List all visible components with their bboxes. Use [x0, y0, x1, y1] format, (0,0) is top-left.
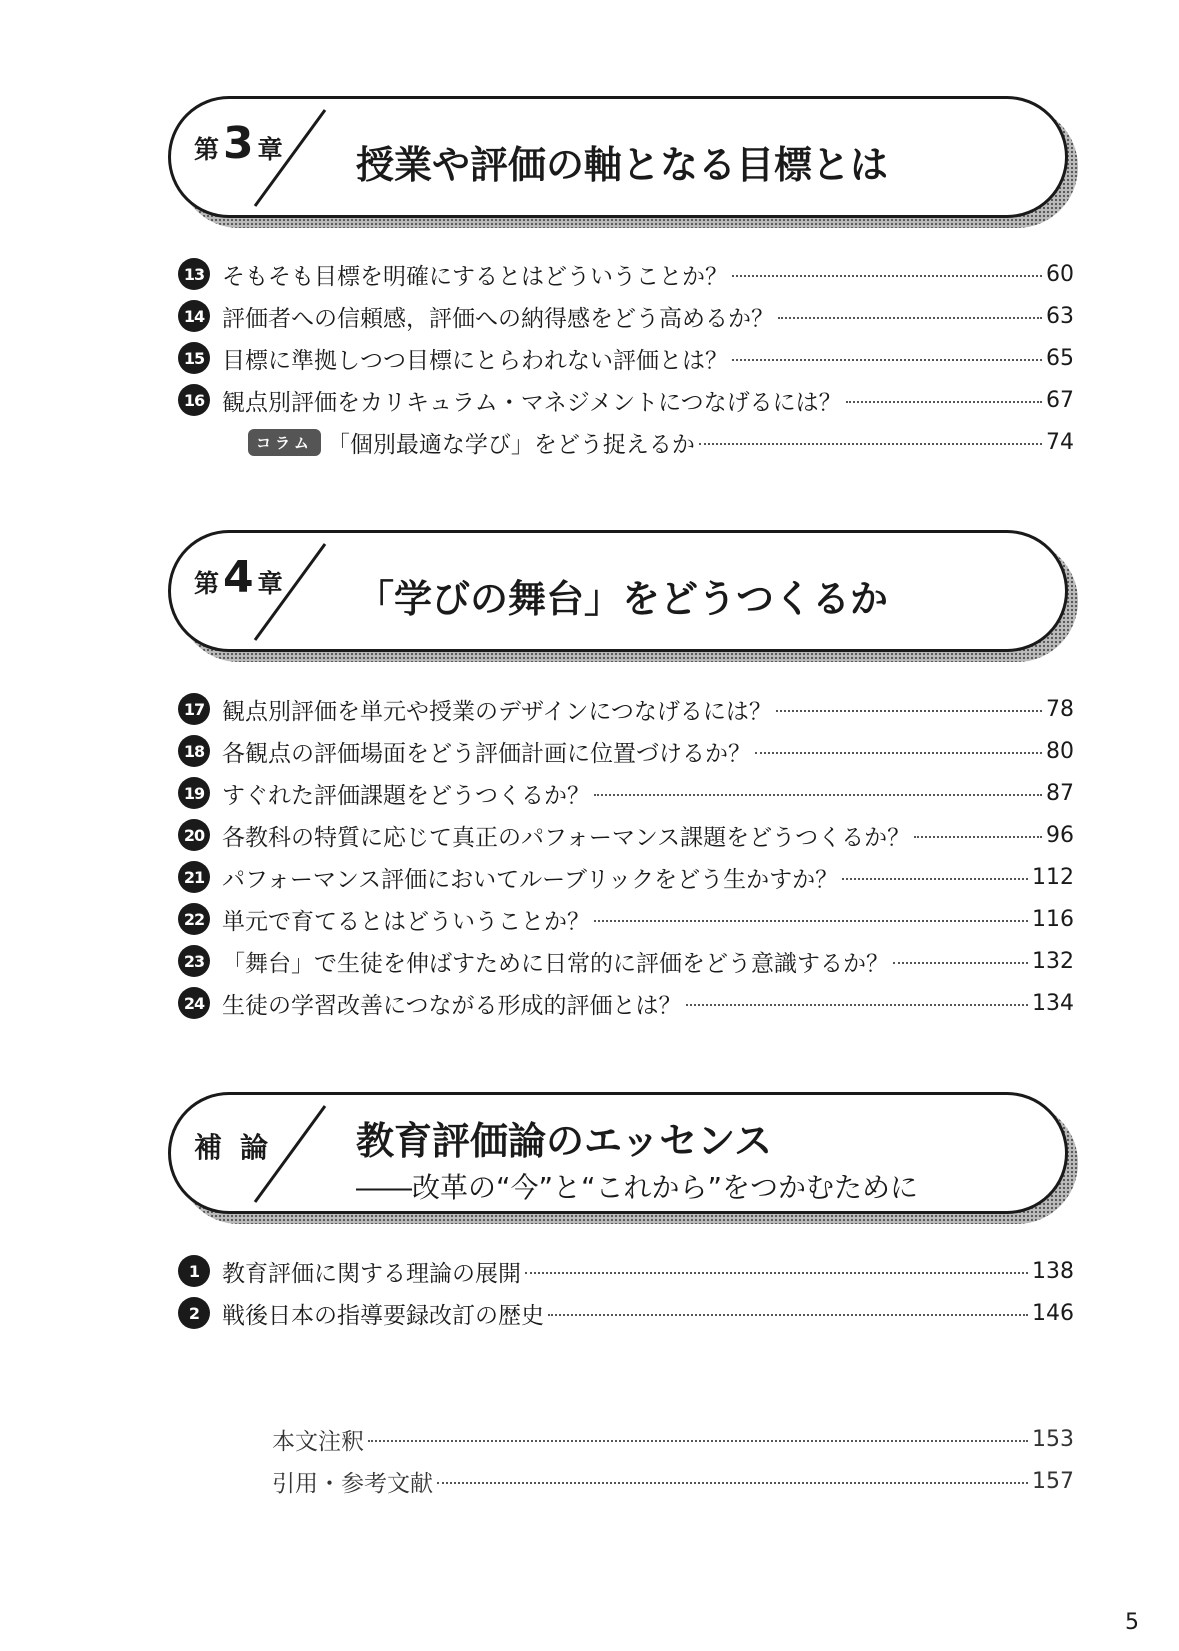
entry-title: 単元で育てるとはどういうことか？ [222, 908, 590, 935]
entry-title: 「舞台」で生徒を伸ばすために日常的に評価をどう意識するか？ [222, 950, 889, 977]
toc-entry[interactable] [178, 338, 1074, 378]
entry-page: 96 [1046, 822, 1074, 848]
chapter-number: 4 [223, 552, 254, 603]
entry-number-badge: 15 [178, 342, 210, 374]
entry-number-badge: 14 [178, 300, 210, 332]
entry-page: 153 [1032, 1426, 1074, 1452]
entry-title: パフォーマンス評価においてルーブリックをどう生かすか？ [222, 866, 839, 893]
dot-leader [755, 752, 1042, 754]
chapter-subtitle: ――改革の“今”と“これから”をつかむために [356, 1171, 919, 1204]
dot-leader [525, 1272, 1028, 1274]
entry-title: 観点別評価を単元や授業のデザインにつなげるには？ [222, 698, 772, 725]
toc-entry[interactable] [178, 857, 1074, 897]
entry-title: 本文注釈 [272, 1428, 364, 1455]
entry-title: そもそも目標を明確にするとはどういうことか？ [222, 263, 728, 290]
dot-leader [699, 443, 1042, 445]
entry-page: 67 [1046, 387, 1074, 413]
chapter-suffix: 章 [257, 569, 283, 598]
entry-title: 生徒の学習改善につながる形成的評価とは？ [222, 992, 682, 1019]
dot-leader [732, 275, 1042, 277]
entry-page: 63 [1046, 303, 1074, 329]
chapter-title: 授業や評価の軸となる目標とは [356, 143, 889, 187]
chapter-suffix: 章 [257, 135, 283, 164]
dot-leader [846, 401, 1042, 403]
page-number: 5 [1125, 1610, 1139, 1635]
entry-title: すぐれた評価課題をどうつくるか？ [222, 782, 590, 809]
entry-title: 引用・参考文献 [272, 1470, 433, 1497]
slash-divider [250, 108, 330, 208]
supplement-label: 補論 [194, 1131, 287, 1164]
entry-title: 目標に準拠しつつ目標にとらわれない評価とは？ [222, 347, 728, 374]
toc-entry[interactable] [178, 1293, 1074, 1333]
dot-leader [368, 1440, 1028, 1442]
toc-entry[interactable] [178, 254, 1074, 294]
entry-number-badge: 13 [178, 258, 210, 290]
chapter-title: 「学びの舞台」をどうつくるか [356, 577, 889, 621]
dot-leader [776, 710, 1042, 712]
dot-leader [914, 836, 1042, 838]
chapter-prefix: 第 [194, 135, 220, 164]
column-tag: コラム [248, 429, 321, 456]
entry-page: 87 [1046, 780, 1074, 806]
slash-divider [250, 542, 330, 642]
entry-page: 112 [1032, 864, 1074, 890]
toc-appendix-entry[interactable] [272, 1419, 1074, 1459]
dot-leader [437, 1482, 1028, 1484]
dot-leader [594, 920, 1028, 922]
entry-page: 157 [1032, 1468, 1074, 1494]
entry-number-badge: 24 [178, 987, 210, 1019]
chapter-prefix: 第 [194, 569, 220, 598]
toc-entry[interactable] [178, 731, 1074, 771]
entry-page: 138 [1032, 1258, 1074, 1284]
toc-appendix-entry[interactable] [272, 1461, 1074, 1501]
entry-title: 「個別最適な学び」をどう捉えるか [326, 431, 695, 458]
entry-title: 観点別評価をカリキュラム・マネジメントにつなげるには？ [222, 389, 842, 416]
entry-number-badge: 1 [178, 1255, 210, 1287]
entry-page: 80 [1046, 738, 1074, 764]
chapter-title: 教育評価論のエッセンス [356, 1119, 773, 1163]
toc-entry[interactable] [178, 689, 1074, 729]
entry-number-badge: 17 [178, 693, 210, 725]
toc-column-entry[interactable] [248, 422, 1074, 462]
entry-number-badge: 20 [178, 819, 210, 851]
entry-number-badge: 22 [178, 903, 210, 935]
entry-page: 60 [1046, 261, 1074, 287]
chapter-number: 3 [223, 118, 254, 169]
slash-divider [250, 1104, 330, 1204]
entry-number-badge: 2 [178, 1297, 210, 1329]
chapter-4-header [168, 530, 1068, 652]
entry-title: 評価者への信頼感，評価への納得感をどう高めるか？ [222, 305, 774, 332]
dot-leader [893, 962, 1028, 964]
entry-page: 78 [1046, 696, 1074, 722]
chapter-3-header [168, 96, 1068, 218]
entry-page: 134 [1032, 990, 1074, 1016]
dot-leader [732, 359, 1042, 361]
toc-entry[interactable] [178, 941, 1074, 981]
entry-number-badge: 19 [178, 777, 210, 809]
supplement-header [168, 1092, 1068, 1214]
entry-number-badge: 16 [178, 384, 210, 416]
toc-entry[interactable] [178, 773, 1074, 813]
dot-leader [594, 794, 1042, 796]
toc-entry[interactable] [178, 983, 1074, 1023]
entry-title: 戦後日本の指導要録改訂の歴史 [222, 1302, 544, 1329]
entry-page: 74 [1046, 429, 1074, 455]
entry-title: 各観点の評価場面をどう評価計画に位置づけるか？ [222, 740, 751, 767]
entry-number-badge: 18 [178, 735, 210, 767]
dot-leader [686, 1004, 1028, 1006]
entry-page: 132 [1032, 948, 1074, 974]
toc-entry[interactable] [178, 1251, 1074, 1291]
dot-leader [842, 878, 1028, 880]
entry-number-badge: 23 [178, 945, 210, 977]
entry-page: 146 [1032, 1300, 1074, 1326]
toc-entry[interactable] [178, 899, 1074, 939]
entry-title: 各教科の特質に応じて真正のパフォーマンス課題をどうつくるか？ [222, 824, 911, 851]
toc-entry[interactable] [178, 380, 1074, 420]
dot-leader [548, 1314, 1028, 1316]
entry-page: 116 [1032, 906, 1074, 932]
dot-leader [778, 317, 1042, 319]
toc-entry[interactable] [178, 296, 1074, 336]
toc-entry[interactable] [178, 815, 1074, 855]
entry-page: 65 [1046, 345, 1074, 371]
entry-title: 教育評価に関する理論の展開 [222, 1260, 521, 1287]
entry-number-badge: 21 [178, 861, 210, 893]
